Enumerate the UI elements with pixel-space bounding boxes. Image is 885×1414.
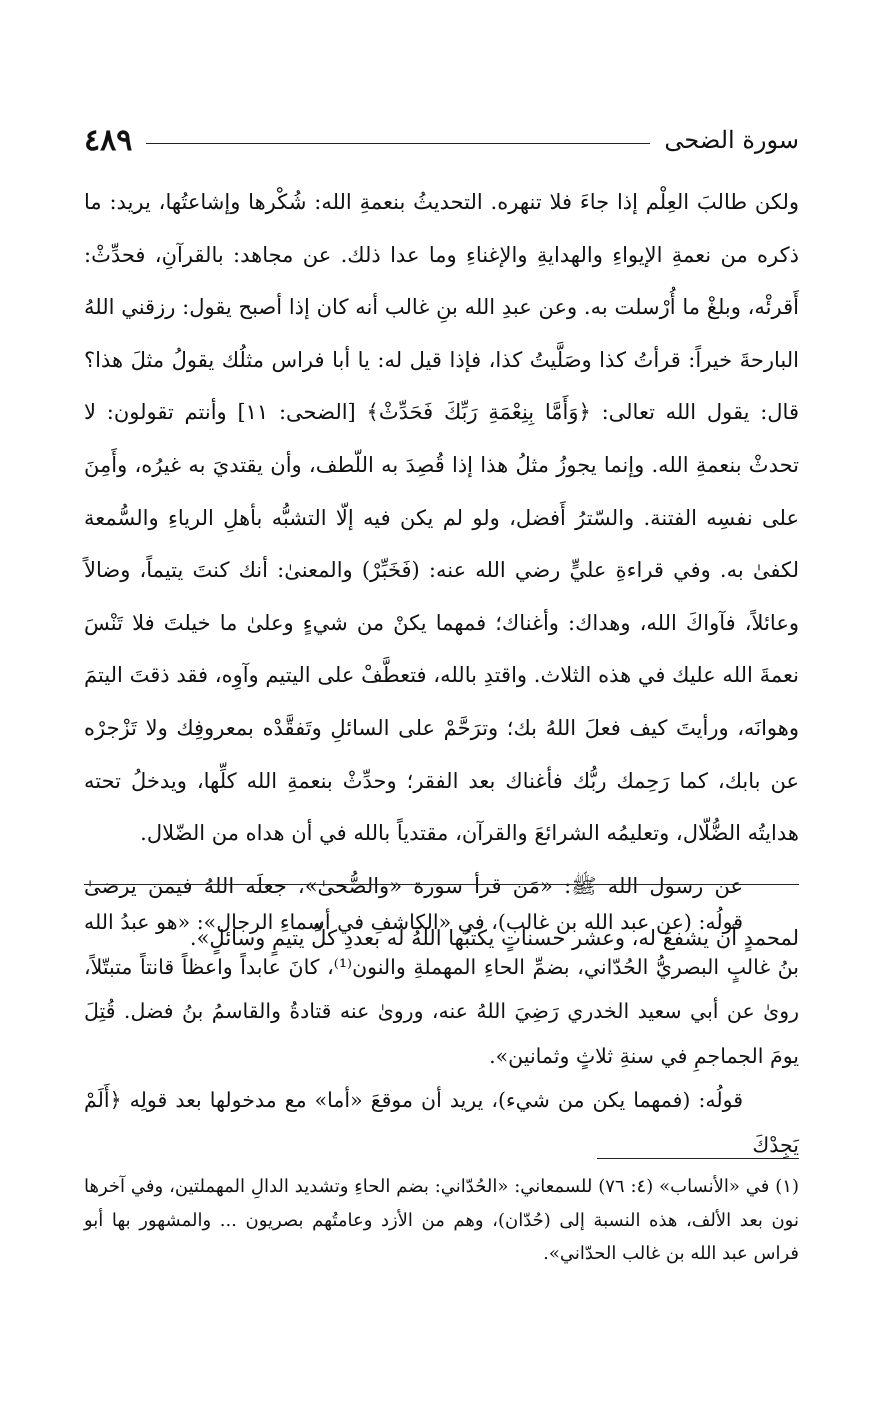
header-rule — [146, 143, 650, 144]
hadith-paragraph: عن رسول الله ﷺ: «مَن قرأ سورة «والضُّحىٰ»، جعلَه اللهُ فيمن يرضىٰ لمحمدٍ أن يشفعَ له، وعشر حسناتٍ يكتبُها اللهُ له بعددِ كلِّ يتيمٍ وسائلٍ». — [84, 873, 799, 951]
commentary-separator — [84, 884, 799, 885]
commentary-notes — [84, 900, 799, 1167]
surah-title: سورة الضحى — [664, 126, 799, 154]
footnotes — [84, 1170, 799, 1271]
main-text — [84, 176, 799, 965]
page-header — [84, 118, 799, 162]
commentary-note: قولُه: (فمهما يكن من شيء)، يريد أن موقعَ «أما» مع مدخولها بعد قولِه ﴿أَلَمْ يَجِدْكَ — [84, 1088, 799, 1157]
footnote: (١) في «الأنساب» (٤: ٧٦) للسمعاني: «الحُدّاني: بضم الحاءِ وتشديد الدالِ المهملتين، وفي آخرها نون بعد الألف، هذه النسبة إلى (حُدّان)، وهم من الأزد وعامتُهم بصريون ... والمشهور بها أبو فراس عبد الله بن غالب الحدّاني». — [84, 1176, 799, 1264]
commentary-note: قولُه: (عن عبد الله بن غالب)، في «الكاشفِ في أسماءِ الرجال»: «هو عبدُ الله بنُ غالبٍ البصريُّ الحُدّاني، بضمِّ الحاءِ المهملةِ والنون⁽¹⁾، كانَ عابداً واعظاً قانتاً متبتّلاً، روىٰ عن أبي سعيد الخدري رَضِيَ اللهُ عنه، وروىٰ عنه قتادةُ والقاسمُ بنُ فضل. قُتِلَ يومَ الجماجمِ في سنةِ ثلاثٍ وثمانين». — [84, 910, 799, 1068]
main-paragraph: ولكن طالبَ العِلْم إذا جاءَ فلا تنهره. التحديثُ بنعمةِ الله: شُكْرها وإشاعتُها، يريد: ما ذكره من نعمةِ الإيواءِ والهدايةِ والإغناءِ وما عدا ذلك. عن مجاهد: بالقرآنِ، فحدِّثْ: أَقرئْه، وبلغْ ما أُرْسلت به. وعن عبدِ الله بنِ غالب أنه كان إذا أصبح يقول: رزقني اللهُ البارحةَ خيراً: قرأتُ كذا وصَلَّيتُ كذا، فإذا قيل له: يا أبا فراس مثلُك يقولُ مثلَ هذا؟ قال: يقول الله تعالى: ﴿وَأَمَّا بِنِعْمَةِ رَبِّكَ فَحَدِّثْ﴾ [الضحى: ١١] وأنتم تقولون: لا تحدثْ بنعمةِ الله. وإنما يجوزُ مثلُ هذا إذا قُصِدَ به اللّطف، وأن يقتديَ به غيرُه، وأَمِنَ على نفسِه الفتنة. والسّترُ أَفضل، ولو لم يكن فيه إلّا التشبُّه بأهلِ الرياءِ والسُّمعة لكفىٰ به. وفي قراءةِ عليٍّ رضي الله عنه: (فَخَبِّرْ) والمعنىٰ: أنك كنتَ يتيماً، وضالاً وعائلاً، فآواكَ الله، وهداك: وأغناك؛ فمهما يكنْ من شيءٍ وعلىٰ ما خيلتَ فلا تَنْسَ نعمةَ الله عليك في هذه الثلاث. واقتدِ بالله، فتعطَّفْ على اليتيم وآوِه، فقد ذقتَ اليتمَ وهوانَه، ورأيتَ كيف فعلَ اللهُ بك؛ وترَحَّمْ على السائلِ وتَفقَّدْه بمعروفِك ولا تَزْجرْه عن بابك، كما رَحِمك ربُّك فأغناك بعد الفقر؛ وحدِّثْ بنعمةِ الله كلِّها، ويدخلُ تحته هدايتُه الضُّلّال، وتعليمُه الشرائعَ والقرآن، مقتدياً بالله في أن هداه من الضّلال. — [84, 190, 799, 846]
footnote-separator — [597, 1158, 799, 1159]
page-number: ٤٨٩ — [84, 122, 133, 158]
